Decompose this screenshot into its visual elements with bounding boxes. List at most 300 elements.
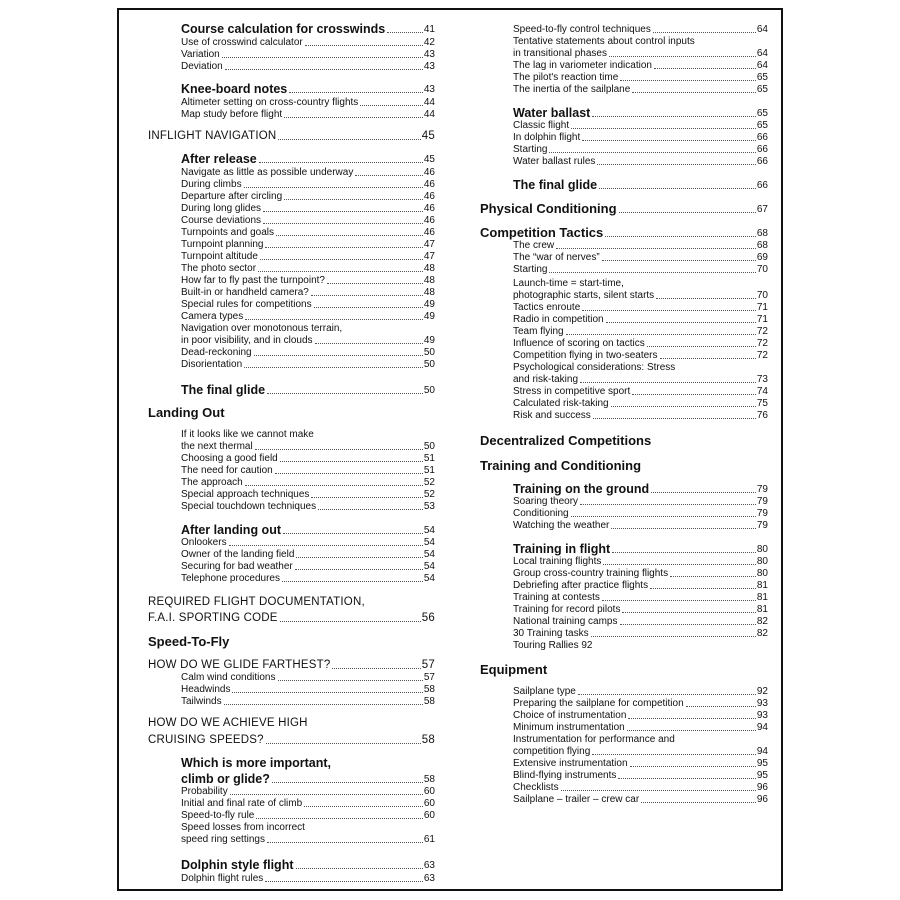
toc-entry: [480, 661, 547, 676]
toc-entry-title: Instrumentation for performance and: [513, 734, 675, 745]
toc-entry-title: Speed-to-fly control techniques: [513, 24, 651, 35]
toc-entry: [513, 591, 768, 603]
toc-entry-title: Course deviations: [181, 215, 262, 226]
toc-entry-title: The inertia of the sailplane: [513, 84, 631, 95]
toc-entry-title: After landing out: [181, 522, 281, 537]
toc-page-number: 54: [423, 549, 435, 560]
toc-page-number: 74: [756, 386, 768, 397]
toc-entry-title: Minimum instrumentation: [513, 722, 625, 733]
toc-entry-title: Group cross-country training flights: [513, 568, 669, 579]
toc-leader-dots: [620, 623, 756, 625]
toc-entry: [513, 757, 768, 769]
toc-entry-title: Decentralized Competitions: [480, 433, 652, 448]
toc-page-number: 46: [423, 215, 435, 226]
toc-entry-title: Initial and final rate of climb: [181, 798, 303, 809]
toc-leader-dots: [611, 527, 756, 529]
toc-entry-title: Watching the weather: [513, 520, 610, 531]
toc-leader-dots: [549, 271, 755, 273]
toc-leader-dots: [650, 587, 756, 589]
toc-entry-title: Turnpoint planning: [181, 239, 264, 250]
toc-entry: [513, 47, 768, 59]
toc-entry-title: Stress in competitive sport: [513, 386, 631, 397]
toc-entry-title: photographic starts, silent starts: [513, 290, 655, 301]
toc-leader-dots: [571, 127, 756, 129]
toc-entry-title: Calm wind conditions: [181, 672, 276, 683]
toc-page-number: 95: [756, 758, 768, 769]
toc-entry-title: Choosing a good field: [181, 453, 278, 464]
toc-entry-title: Special touchdown techniques: [181, 501, 317, 512]
toc-page-number: 64: [756, 60, 768, 71]
toc-entry: [513, 301, 768, 313]
toc-page-number: 49: [423, 299, 435, 310]
toc-page-number: 45: [423, 154, 435, 165]
toc-leader-dots: [580, 503, 756, 505]
toc-page-number: 80: [756, 568, 768, 579]
toc-entry-title: The need for caution: [181, 465, 273, 476]
toc-page-number: 61: [423, 834, 435, 845]
toc-entry-title: Physical Conditioning: [480, 201, 617, 216]
toc-page-number: 46: [423, 167, 435, 178]
toc-page-number: 58: [423, 684, 435, 695]
toc-entry: [480, 200, 768, 215]
toc-leader-dots: [620, 79, 756, 81]
toc-entry: [513, 541, 768, 556]
toc-entry: [513, 507, 768, 519]
toc-entry-title: Map study before flight: [181, 109, 283, 120]
toc-page-number: 96: [756, 794, 768, 805]
toc-entry: [513, 155, 768, 167]
toc-entry-title: Onlookers: [181, 537, 227, 548]
toc-leader-dots: [670, 575, 756, 577]
toc-page-number: 46: [423, 227, 435, 238]
toc-page-number: 81: [756, 604, 768, 615]
toc-entry-title: Dead-reckoning: [181, 347, 252, 358]
toc-leader-dots: [556, 247, 756, 249]
toc-page-number: 73: [756, 374, 768, 385]
toc-page-number: 58: [421, 733, 435, 746]
toc-page-number: 60: [423, 810, 435, 821]
toc-page-number: 65: [756, 108, 768, 119]
toc-entry-title: Sailplane – trailer – crew car: [513, 794, 640, 805]
toc-page-number: 41: [423, 24, 435, 35]
toc-entry-title: Conditioning: [513, 508, 569, 519]
toc-leader-dots: [641, 801, 756, 803]
toc-entry-title: Owner of the landing field: [181, 549, 295, 560]
toc-entry-title: Securing for bad weather: [181, 561, 293, 572]
toc-entry-title: Blind-flying instruments: [513, 770, 617, 781]
toc-leader-dots: [627, 729, 756, 731]
toc-entry: [513, 409, 768, 421]
toc-entry-title: The final glide: [513, 177, 598, 192]
toc-leader-dots: [597, 163, 755, 165]
toc-page: [117, 8, 783, 891]
toc-page-number: 57: [423, 672, 435, 683]
toc-leader-dots: [622, 611, 755, 613]
toc-page-number: 43: [423, 84, 435, 95]
toc-leader-dots: [603, 563, 755, 565]
toc-page-number: 96: [756, 782, 768, 793]
toc-page-number: 52: [423, 477, 435, 488]
toc-entry-title: During long glides: [181, 203, 262, 214]
toc-entry-title: 30 Training tasks: [513, 628, 589, 639]
toc-page-number: 70: [756, 264, 768, 275]
toc-entry-title: Training at contests: [513, 592, 600, 603]
toc-page-number: 47: [423, 251, 435, 262]
toc-entry: [513, 289, 768, 301]
toc-page-number: 51: [423, 465, 435, 476]
toc-entry: [513, 263, 768, 275]
toc-entry: [513, 385, 768, 397]
toc-entry: [513, 721, 768, 733]
toc-entry-title: Water ballast rules: [513, 156, 596, 167]
toc-entry-title: Soaring theory: [513, 496, 579, 507]
toc-leader-dots: [632, 91, 756, 93]
toc-leader-dots: [578, 693, 756, 695]
toc-entry: [513, 519, 768, 531]
toc-leader-dots: [605, 235, 756, 237]
toc-page-number: 82: [756, 628, 768, 639]
toc-entry-title: in poor visibility, and in clouds: [181, 335, 313, 346]
toc-entry-title: Calculated risk-taking: [513, 398, 609, 409]
toc-entry-title: The pilot's reaction time: [513, 72, 619, 83]
toc-entry-title: How far to fly past the turnpoint?: [181, 275, 325, 286]
toc-leader-dots: [599, 187, 756, 189]
toc-entry-title: Starting: [513, 144, 548, 155]
toc-right-column: [119, 10, 781, 889]
toc-page-number: 44: [423, 97, 435, 108]
toc-page-number: 44: [423, 109, 435, 120]
toc-entry-title: Training for record pilots: [513, 604, 621, 615]
toc-entry: [513, 697, 768, 709]
toc-page-number: 63: [423, 860, 435, 871]
toc-page-number: 72: [756, 350, 768, 361]
toc-entry: [513, 603, 768, 615]
toc-entry: [513, 277, 624, 289]
toc-entry-title: The “war of nerves”: [513, 252, 600, 263]
toc-page-number: 48: [423, 275, 435, 286]
toc-page-number: 54: [423, 561, 435, 572]
toc-page-number: 92: [756, 686, 768, 697]
toc-leader-dots: [549, 151, 755, 153]
toc-entry-title: Extensive instrumentation: [513, 758, 628, 769]
toc-entry-title: Radio in competition: [513, 314, 604, 325]
toc-page-number: 54: [423, 573, 435, 584]
toc-entry: [513, 781, 768, 793]
toc-entry-title: in transitional phases: [513, 48, 607, 59]
toc-leader-dots: [602, 259, 756, 261]
toc-entry: [513, 313, 768, 325]
toc-page-number: 48: [423, 287, 435, 298]
toc-entry: [513, 639, 593, 651]
toc-page-number: 93: [756, 698, 768, 709]
toc-leader-dots: [628, 717, 755, 719]
toc-entry-title: Variation: [181, 49, 220, 60]
toc-entry-title: and risk-taking: [513, 374, 579, 385]
toc-page-number: 47: [423, 239, 435, 250]
toc-page-number: 46: [423, 179, 435, 190]
toc-entry-title: F.A.I. SPORTING CODE: [148, 611, 278, 624]
toc-page-number: 72: [756, 326, 768, 337]
toc-page-number: 65: [756, 72, 768, 83]
toc-entry: [513, 349, 768, 361]
toc-entry-title: INFLIGHT NAVIGATION: [148, 129, 277, 142]
toc-entry-title: Risk and success: [513, 410, 591, 421]
toc-entry-title: Built-in or handheld camera?: [181, 287, 309, 298]
toc-leader-dots: [571, 515, 756, 517]
toc-page-number: 60: [423, 786, 435, 797]
toc-page-number: 60: [423, 798, 435, 809]
toc-page-number: 49: [423, 335, 435, 346]
toc-entry-title: Departure after circling: [181, 191, 283, 202]
toc-entry: [513, 119, 768, 131]
toc-page-number: 72: [756, 338, 768, 349]
toc-entry: [513, 251, 768, 263]
toc-entry: [513, 685, 768, 697]
toc-entry: [513, 239, 768, 251]
toc-entry-title: Dolphin flight rules: [181, 873, 264, 884]
toc-entry-title: Altimeter setting on cross-country flights: [181, 97, 359, 108]
toc-entry-title: If it looks like we cannot make: [181, 429, 314, 440]
toc-page-number: 71: [756, 314, 768, 325]
toc-leader-dots: [566, 333, 756, 335]
toc-entry: [513, 361, 675, 373]
toc-page-number: 64: [756, 48, 768, 59]
toc-entry-title: After release: [181, 151, 257, 166]
toc-entry-title: Competition Tactics: [480, 225, 604, 240]
toc-entry-title: competition flying: [513, 746, 591, 757]
toc-leader-dots: [592, 115, 756, 117]
toc-leader-dots: [653, 31, 756, 33]
toc-leader-dots: [651, 491, 756, 493]
toc-entry-title: Turnpoint altitude: [181, 251, 258, 262]
toc-page-number: 68: [756, 228, 768, 239]
toc-entry: [513, 615, 768, 627]
toc-entry-title: Launch-time = start-time,: [513, 278, 624, 289]
toc-page-number: 93: [756, 710, 768, 721]
toc-page-number: 54: [423, 525, 435, 536]
toc-leader-dots: [593, 417, 756, 419]
toc-entry: [513, 59, 768, 71]
toc-page-number: 52: [423, 489, 435, 500]
toc-page-number: 51: [423, 453, 435, 464]
toc-page-number: 79: [756, 484, 768, 495]
toc-entry-title: Checklists: [513, 782, 559, 793]
toc-entry-title: Navigate as little as possible underway: [181, 167, 354, 178]
toc-leader-dots: [591, 635, 756, 637]
toc-page-number: 94: [756, 722, 768, 733]
toc-entry-title: Local training flights: [513, 556, 602, 567]
toc-page-number: 81: [756, 580, 768, 591]
toc-entry: [513, 177, 768, 192]
toc-entry-title: Headwinds: [181, 684, 231, 695]
toc-entry-title: The approach: [181, 477, 243, 488]
toc-page-number: 79: [756, 496, 768, 507]
toc-entry: [513, 131, 768, 143]
toc-page-number: 49: [423, 311, 435, 322]
toc-entry: [513, 709, 768, 721]
toc-entry-title: Sailplane type: [513, 686, 576, 697]
toc-page-number: 53: [423, 501, 435, 512]
toc-entry: [480, 457, 641, 472]
toc-leader-dots: [660, 357, 756, 359]
toc-entry-title: During climbs: [181, 179, 242, 190]
toc-page-number: 50: [423, 359, 435, 370]
toc-entry-title: In dolphin flight: [513, 132, 581, 143]
toc-page-number: 79: [756, 520, 768, 531]
toc-entry-title: National training camps: [513, 616, 618, 627]
toc-page-number: 65: [756, 120, 768, 131]
toc-page-number: 46: [423, 191, 435, 202]
toc-page-number: 57: [421, 658, 435, 671]
toc-page-number: 66: [756, 132, 768, 143]
toc-leader-dots: [654, 67, 756, 69]
toc-page-number: 75: [756, 398, 768, 409]
toc-entry-title: Special approach techniques: [181, 489, 310, 500]
toc-entry-title: Turnpoints and goals: [181, 227, 275, 238]
toc-entry-title: The crew: [513, 240, 555, 251]
toc-entry-title: REQUIRED FLIGHT DOCUMENTATION,: [148, 595, 365, 608]
toc-entry-title: Speed-To-Fly: [148, 634, 230, 649]
toc-page-number: 66: [756, 180, 768, 191]
toc-entry: [513, 325, 768, 337]
toc-leader-dots: [686, 705, 756, 707]
toc-leader-dots: [592, 753, 756, 755]
toc-page-number: 50: [423, 347, 435, 358]
toc-entry: [513, 105, 768, 120]
toc-leader-dots: [602, 599, 756, 601]
toc-entry-title: Tactics enroute: [513, 302, 581, 313]
toc-page-number: 94: [756, 746, 768, 757]
toc-entry: [513, 627, 768, 639]
toc-entry-title: Training and Conditioning: [480, 458, 642, 473]
toc-entry-title: Use of crosswind calculator: [181, 37, 303, 48]
toc-entry-title: Training in flight: [513, 541, 611, 556]
toc-entry-title: Tentative statements about control inputs: [513, 36, 695, 47]
toc-page-number: 95: [756, 770, 768, 781]
toc-entry: [513, 567, 768, 579]
toc-entry-title: Preparing the sailplane for competition: [513, 698, 684, 709]
toc-page-number: 43: [423, 49, 435, 60]
toc-entry: [513, 23, 768, 35]
toc-entry-title: Deviation: [181, 61, 223, 72]
toc-entry-title: Telephone procedures: [181, 573, 280, 584]
toc-entry-title: Equipment: [480, 662, 548, 677]
toc-entry-title: Water ballast: [513, 105, 591, 120]
toc-entry: [513, 733, 675, 745]
toc-entry: [513, 579, 768, 591]
toc-entry-title: Dolphin style flight: [181, 857, 294, 872]
toc-entry-title: Influence of scoring on tactics: [513, 338, 645, 349]
toc-entry: [513, 745, 768, 757]
toc-leader-dots: [619, 211, 756, 213]
toc-entry-title: Team flying: [513, 326, 564, 337]
toc-leader-dots: [612, 551, 756, 553]
toc-entry-title: Training on the ground: [513, 481, 650, 496]
toc-entry-title: Disorientation: [181, 359, 243, 370]
toc-page-number: 66: [756, 156, 768, 167]
toc-page-number: 58: [423, 696, 435, 707]
toc-entry-title: CRUISING SPEEDS?: [148, 733, 264, 746]
toc-entry: [513, 481, 768, 496]
toc-page-number: 79: [756, 508, 768, 519]
toc-page-number: 50: [423, 385, 435, 396]
toc-page-number: 48: [423, 263, 435, 274]
toc-entry-title: Touring Rallies 92: [513, 640, 593, 651]
toc-leader-dots: [618, 777, 756, 779]
toc-entry-title: Course calculation for crosswinds: [181, 21, 386, 36]
toc-entry: [513, 71, 768, 83]
toc-page-number: 69: [756, 252, 768, 263]
toc-entry-title: Knee-board notes: [181, 81, 288, 96]
toc-leader-dots: [630, 765, 756, 767]
toc-entry-title: Navigation over monotonous terrain,: [181, 323, 343, 334]
toc-entry-title: Choice of instrumentation: [513, 710, 627, 721]
toc-entry-title: HOW DO WE ACHIEVE HIGH: [148, 716, 308, 729]
toc-entry: [513, 769, 768, 781]
toc-entry-title: Speed-to-fly rule: [181, 810, 255, 821]
toc-entry: [513, 35, 695, 47]
toc-page-number: 65: [756, 84, 768, 95]
toc-entry: [513, 337, 768, 349]
toc-leader-dots: [582, 309, 756, 311]
toc-entry-title: Which is more important,: [181, 755, 332, 770]
toc-entry-title: HOW DO WE GLIDE FARTHEST?: [148, 658, 331, 671]
toc-entry-title: climb or glide?: [181, 771, 270, 786]
toc-entry-title: Probability: [181, 786, 228, 797]
toc-page-number: 46: [423, 203, 435, 214]
toc-entry: [513, 397, 768, 409]
toc-page-number: 66: [756, 144, 768, 155]
toc-page-number: 63: [423, 873, 435, 884]
toc-page-number: 82: [756, 616, 768, 627]
toc-entry-title: Classic flight: [513, 120, 570, 131]
toc-page-number: 70: [756, 290, 768, 301]
toc-page-number: 42: [423, 37, 435, 48]
toc-entry-title: speed ring settings: [181, 834, 265, 845]
toc-leader-dots: [582, 139, 756, 141]
toc-entry-title: The lag in variometer indication: [513, 60, 652, 71]
toc-entry: [513, 373, 768, 385]
toc-leader-dots: [647, 345, 756, 347]
toc-entry-title: Debriefing after practice flights: [513, 580, 649, 591]
toc-entry: [513, 83, 768, 95]
toc-entry-title: Tailwinds: [181, 696, 222, 707]
toc-entry: [513, 555, 768, 567]
toc-leader-dots: [561, 789, 756, 791]
toc-entry-title: Psychological considerations: Stress: [513, 362, 676, 373]
toc-page-number: 68: [756, 240, 768, 251]
toc-page-number: 80: [756, 544, 768, 555]
toc-page-number: 54: [423, 537, 435, 548]
toc-entry-title: Camera types: [181, 311, 244, 322]
toc-entry: [480, 432, 651, 447]
toc-entry-title: Competition flying in two-seaters: [513, 350, 658, 361]
toc-page-number: 67: [756, 204, 768, 215]
toc-leader-dots: [611, 405, 756, 407]
toc-page-number: 45: [421, 129, 435, 142]
toc-leader-dots: [632, 393, 756, 395]
toc-entry: [513, 793, 768, 805]
toc-entry-title: the next thermal: [181, 441, 253, 452]
toc-entry: [480, 224, 768, 239]
toc-leader-dots: [609, 55, 756, 57]
toc-entry-title: The final glide: [181, 382, 266, 397]
toc-page-number: 50: [423, 441, 435, 452]
toc-page-number: 64: [756, 24, 768, 35]
toc-page-number: 76: [756, 410, 768, 421]
toc-entry: [513, 143, 768, 155]
toc-leader-dots: [580, 381, 756, 383]
